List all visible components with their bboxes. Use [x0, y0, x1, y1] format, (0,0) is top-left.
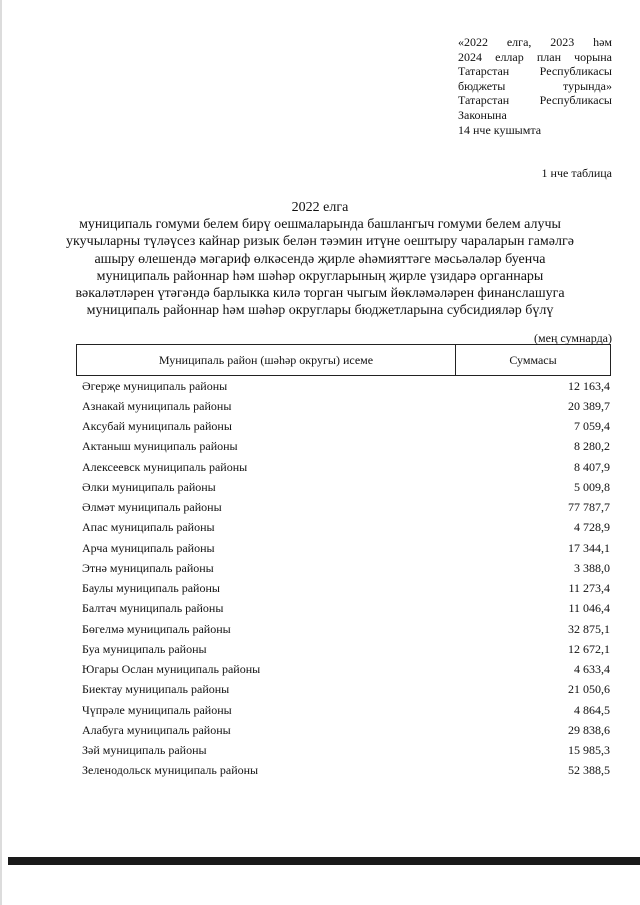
district-name: Балтач муниципаль районы: [82, 601, 224, 616]
stamp-line: 2024 еллар план чорына: [458, 49, 612, 64]
table-number: 1 нче таблица: [541, 166, 612, 180]
district-name: Азнакай муниципаль районы: [82, 398, 232, 413]
district-name: Аксубай муниципаль районы: [82, 419, 232, 434]
subsidy-amount: 32 875,1: [568, 621, 610, 636]
district-name: Зеленодольск муниципаль районы: [82, 763, 259, 778]
header-sum-column: Суммасы: [509, 352, 557, 367]
district-name: Югары Ослан муниципаль районы: [82, 662, 261, 677]
title-line: укучыларны түләүсез кайнар ризык белән тәэмин итүне оештыру чараларын гамәлгә: [66, 234, 574, 250]
table-row: [80, 518, 612, 538]
subsidy-amount: 8 280,2: [574, 439, 610, 454]
subsidy-amount: 3 388,0: [574, 560, 610, 575]
district-name: Буа муниципаль районы: [82, 641, 207, 656]
title-line: муниципаль районнар һәм шәһәр округлары бюджетларына субсидияләр бүлү: [86, 303, 554, 319]
subsidy-amount: 20 389,7: [568, 398, 610, 413]
table-row: [80, 457, 612, 477]
table-row: [80, 660, 612, 680]
law-appendix-stamp: [458, 35, 612, 137]
district-name: Әлмәт муниципаль районы: [82, 500, 222, 515]
subsidy-amount: 77 787,7: [568, 500, 610, 515]
table-row: [80, 558, 612, 578]
district-name: Этнә муниципаль районы: [82, 560, 214, 575]
subsidy-amount: 5 009,8: [574, 479, 610, 494]
subsidy-amount: 21 050,6: [568, 682, 610, 697]
stamp-line: Законына: [458, 107, 507, 122]
district-name: Алабуга муниципаль районы: [82, 722, 231, 737]
table-row: [80, 477, 612, 497]
table-row: [80, 396, 612, 416]
subsidy-amount: 4 633,4: [574, 662, 610, 677]
scan-bottom-border: [8, 857, 640, 865]
table-row: [80, 619, 612, 639]
table-row: [80, 498, 612, 518]
table-row: [80, 579, 612, 599]
subsidy-amount: 11 046,4: [568, 601, 610, 616]
subsidy-amount: 12 163,4: [568, 378, 610, 393]
district-name: Арча муниципаль районы: [82, 540, 215, 555]
subsidy-amount: 4 728,9: [574, 520, 610, 535]
table-row: [80, 437, 612, 457]
title-line: ашыру өлешендә мәгариф өлкәсендә җирле әһәмияттәге мәсьәләләр буенча: [94, 251, 546, 267]
district-name: Чүпрәле муниципаль районы: [82, 702, 232, 717]
subsidy-amount: 12 672,1: [568, 641, 610, 656]
units-note: (мең сумнарда): [534, 331, 612, 345]
table-row: [80, 761, 612, 781]
stamp-line: бюджеты турында»: [458, 78, 612, 93]
subsidy-amount: 4 864,5: [574, 702, 610, 717]
subsidy-amount: 17 344,1: [568, 540, 610, 555]
district-name: Биектау муниципаль районы: [82, 682, 230, 697]
district-name: Алексеевск муниципаль районы: [82, 459, 248, 474]
table-row: [80, 599, 612, 619]
table-row: [80, 538, 612, 558]
table-row: [80, 417, 612, 437]
table-header: [76, 344, 611, 376]
subsidy-amount: 52 388,5: [568, 763, 610, 778]
table-row: [80, 720, 612, 740]
subsidy-amount: 15 985,3: [568, 743, 610, 758]
district-name: Баулы муниципаль районы: [82, 581, 220, 596]
title-line: муниципаль районнар һәм шәһәр округларының җирле үзидарә органнары: [96, 268, 544, 284]
district-name: Зәй муниципаль районы: [82, 743, 207, 758]
subsidy-amount: 8 407,9: [574, 459, 610, 474]
table-row: [80, 700, 612, 720]
table-row: [80, 376, 612, 396]
title-line: муниципаль гомуми белем бирү оешмаларында башлангыч гомуми белем алучы: [79, 217, 561, 233]
scan-edge: [0, 0, 2, 905]
title-year: 2022 елга: [291, 200, 349, 215]
district-name: Апас муниципаль районы: [82, 520, 215, 535]
stamp-line: «2022 елга, 2023 һәм: [458, 35, 612, 49]
district-name: Актаныш муниципаль районы: [82, 439, 238, 454]
district-name: Әлки муниципаль районы: [82, 479, 216, 494]
district-name: Бөгелмә муниципаль районы: [82, 621, 231, 636]
table-row: [80, 741, 612, 761]
stamp-line: Татарстан Республикасы: [458, 64, 612, 79]
title-line: вәкаләтләрен үтәгәндә барлыкка килә торган чыгым йөкләмәләрен финанслашуга: [75, 286, 565, 302]
document-title: [40, 199, 600, 319]
table-row: [80, 680, 612, 700]
header-name-column: Муниципаль район (шәһәр округы) исеме: [77, 345, 456, 375]
table-body: [80, 376, 612, 781]
table-row: [80, 639, 612, 659]
district-name: Әгерҗе муниципаль районы: [82, 378, 228, 393]
subsidy-amount: 7 059,4: [574, 419, 610, 434]
subsidy-amount: 29 838,6: [568, 722, 610, 737]
stamp-line: Татарстан Республикасы: [458, 93, 612, 108]
stamp-line: 14 нче кушымта: [458, 122, 542, 137]
subsidy-amount: 11 273,4: [568, 581, 610, 596]
